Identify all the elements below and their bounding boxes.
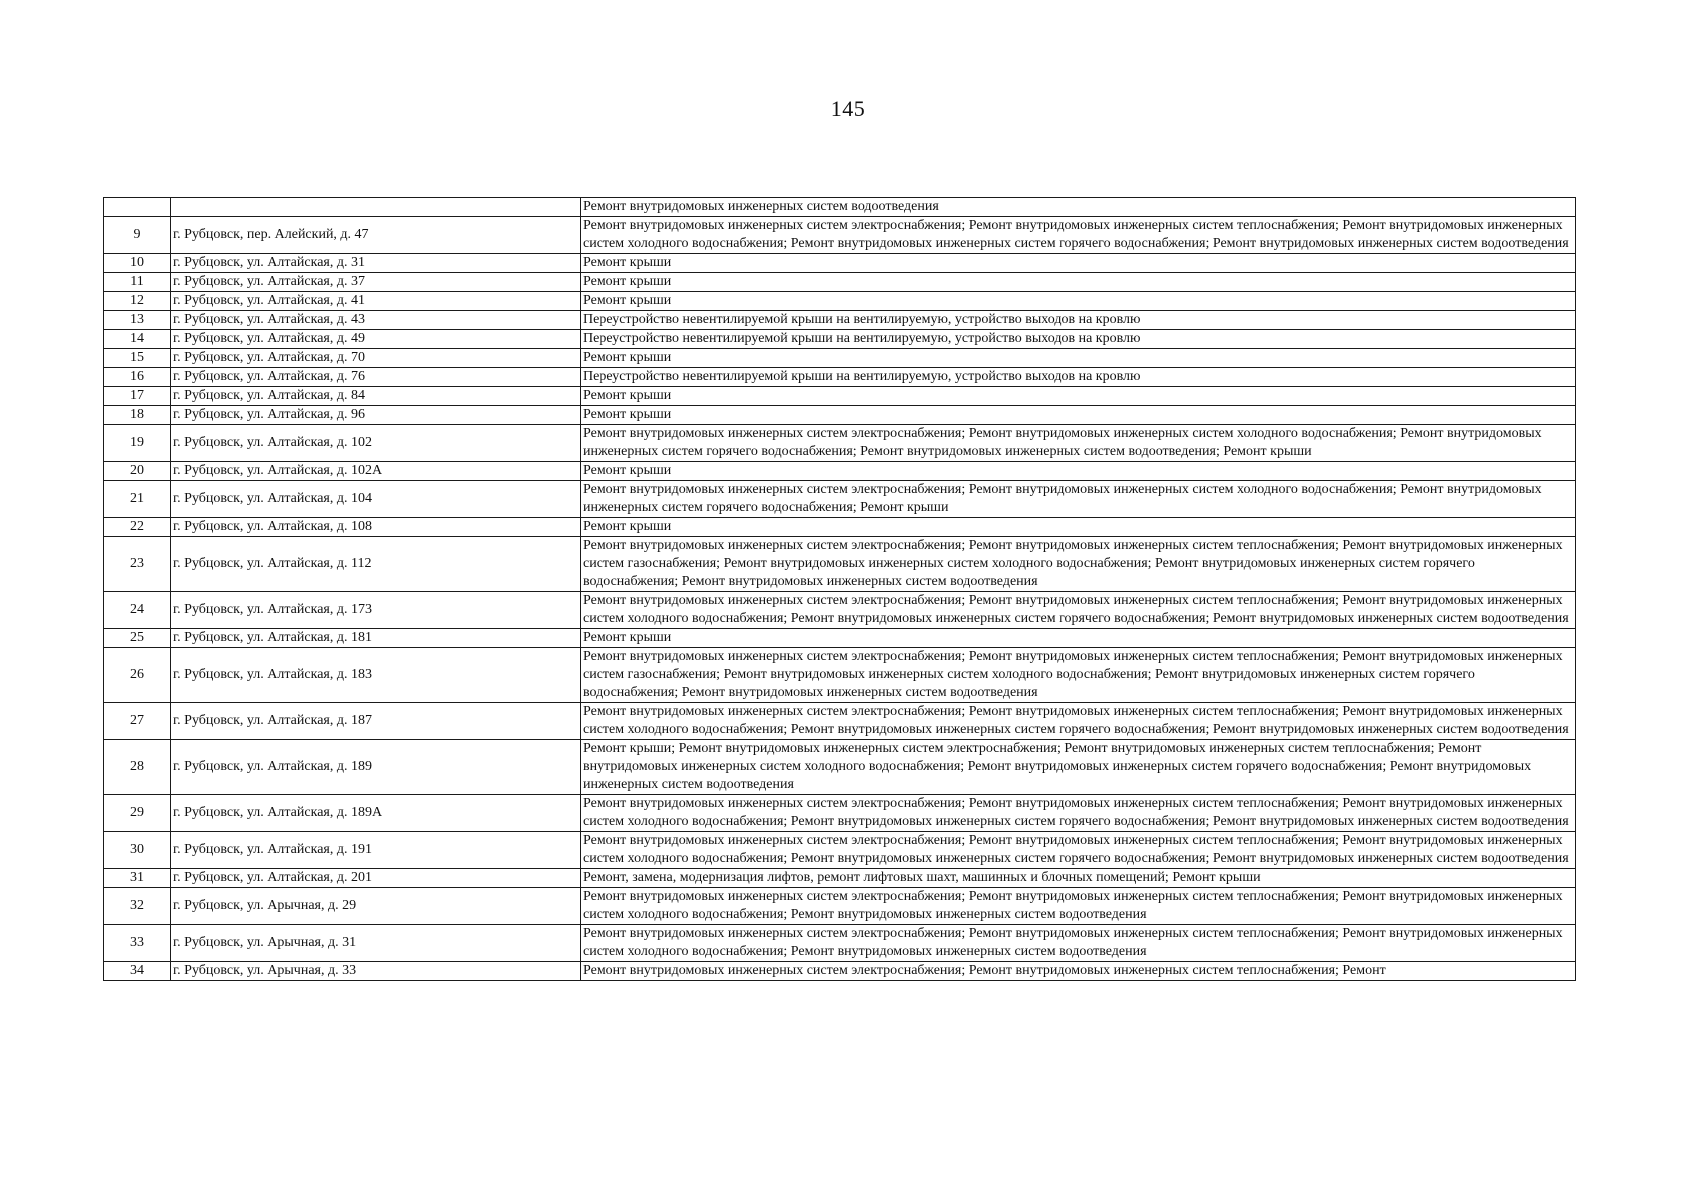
row-works: Ремонт внутридомовых инженерных систем водоотведения xyxy=(581,198,1576,217)
table-row xyxy=(104,217,1576,254)
table-row xyxy=(104,254,1576,273)
row-works: Ремонт внутридомовых инженерных систем электроснабжения; Ремонт внутридомовых инженерных систем теплоснабжения; Ремонт внутридомовых инженерных систем холодного водоснабжения; Ремонт внутридомовых инженерных систем горячего водоснабжения; Ремонт внутридомовых инженерных систем водоотведения xyxy=(581,703,1576,740)
table-row xyxy=(104,703,1576,740)
row-number xyxy=(104,198,171,217)
row-number: 13 xyxy=(104,311,171,330)
row-address: г. Рубцовск, пер. Алейский, д. 47 xyxy=(171,217,581,254)
table-row xyxy=(104,368,1576,387)
row-works: Ремонт крыши xyxy=(581,518,1576,537)
row-number: 24 xyxy=(104,592,171,629)
row-works: Ремонт крыши xyxy=(581,629,1576,648)
table-row xyxy=(104,481,1576,518)
table-row xyxy=(104,387,1576,406)
row-address: г. Рубцовск, ул. Алтайская, д. 102А xyxy=(171,462,581,481)
table-body xyxy=(104,198,1576,981)
row-works: Переустройство невентилируемой крыши на вентилируемую, устройство выходов на кровлю xyxy=(581,330,1576,349)
row-address: г. Рубцовск, ул. Алтайская, д. 183 xyxy=(171,648,581,703)
row-works: Ремонт крыши xyxy=(581,349,1576,368)
row-number: 16 xyxy=(104,368,171,387)
table-row xyxy=(104,740,1576,795)
row-address: г. Рубцовск, ул. Арычная, д. 29 xyxy=(171,888,581,925)
row-address: г. Рубцовск, ул. Алтайская, д. 104 xyxy=(171,481,581,518)
table-row xyxy=(104,592,1576,629)
row-number: 22 xyxy=(104,518,171,537)
row-number: 12 xyxy=(104,292,171,311)
row-number: 25 xyxy=(104,629,171,648)
table-row xyxy=(104,330,1576,349)
row-works: Ремонт внутридомовых инженерных систем электроснабжения; Ремонт внутридомовых инженерных систем холодного водоснабжения; Ремонт внутридомовых инженерных систем горячего водоснабжения; Ремонт крыши xyxy=(581,481,1576,518)
row-address: г. Рубцовск, ул. Алтайская, д. 189 xyxy=(171,740,581,795)
row-address: г. Рубцовск, ул. Алтайская, д. 181 xyxy=(171,629,581,648)
row-number: 33 xyxy=(104,925,171,962)
page-number: 145 xyxy=(830,96,866,121)
table-row xyxy=(104,648,1576,703)
row-number: 17 xyxy=(104,387,171,406)
row-address: г. Рубцовск, ул. Арычная, д. 33 xyxy=(171,962,581,981)
row-address: г. Рубцовск, ул. Алтайская, д. 191 xyxy=(171,832,581,869)
table-row xyxy=(104,832,1576,869)
row-address xyxy=(171,198,581,217)
row-number: 29 xyxy=(104,795,171,832)
row-address: г. Рубцовск, ул. Алтайская, д. 189А xyxy=(171,795,581,832)
row-works: Ремонт крыши xyxy=(581,462,1576,481)
row-address: г. Рубцовск, ул. Алтайская, д. 112 xyxy=(171,537,581,592)
row-works: Ремонт внутридомовых инженерных систем электроснабжения; Ремонт внутридомовых инженерных систем теплоснабжения; Ремонт внутридомовых инженерных систем газоснабжения; Ремонт внутридомовых инженерных систем холодного водоснабжения; Ремонт внутридомовых инженерных систем горячего водоснабжения; Ремонт внутридомовых инженерных систем водоотведения xyxy=(581,537,1576,592)
table-row xyxy=(104,198,1576,217)
row-address: г. Рубцовск, ул. Алтайская, д. 70 xyxy=(171,349,581,368)
row-works: Ремонт крыши xyxy=(581,292,1576,311)
row-number: 18 xyxy=(104,406,171,425)
row-works: Ремонт внутридомовых инженерных систем электроснабжения; Ремонт внутридомовых инженерных систем теплоснабжения; Ремонт внутридомовых инженерных систем холодного водоснабжения; Ремонт внутридомовых инженерных систем водоотведения xyxy=(581,888,1576,925)
table-row xyxy=(104,962,1576,981)
table-row xyxy=(104,349,1576,368)
row-works: Ремонт внутридомовых инженерных систем электроснабжения; Ремонт внутридомовых инженерных систем теплоснабжения; Ремонт внутридомовых инженерных систем холодного водоснабжения; Ремонт внутридомовых инженерных систем горячего водоснабжения; Ремонт внутридомовых инженерных систем водоотведения xyxy=(581,217,1576,254)
row-number: 20 xyxy=(104,462,171,481)
row-address: г. Рубцовск, ул. Алтайская, д. 84 xyxy=(171,387,581,406)
row-number: 15 xyxy=(104,349,171,368)
row-address: г. Рубцовск, ул. Алтайская, д. 96 xyxy=(171,406,581,425)
row-number: 28 xyxy=(104,740,171,795)
row-address: г. Рубцовск, ул. Алтайская, д. 43 xyxy=(171,311,581,330)
table-row xyxy=(104,425,1576,462)
table-row xyxy=(104,311,1576,330)
row-number: 11 xyxy=(104,273,171,292)
row-number: 23 xyxy=(104,537,171,592)
row-address: г. Рубцовск, ул. Алтайская, д. 76 xyxy=(171,368,581,387)
row-address: г. Рубцовск, ул. Алтайская, д. 102 xyxy=(171,425,581,462)
row-number: 14 xyxy=(104,330,171,349)
row-number: 21 xyxy=(104,481,171,518)
row-number: 10 xyxy=(104,254,171,273)
row-number: 32 xyxy=(104,888,171,925)
row-works: Ремонт внутридомовых инженерных систем электроснабжения; Ремонт внутридомовых инженерных систем теплоснабжения; Ремонт внутридомовых инженерных систем холодного водоснабжения; Ремонт внутридомовых инженерных систем водоотведения xyxy=(581,925,1576,962)
row-number: 26 xyxy=(104,648,171,703)
row-works: Ремонт внутридомовых инженерных систем электроснабжения; Ремонт внутридомовых инженерных систем теплоснабжения; Ремонт xyxy=(581,962,1576,981)
table-row xyxy=(104,406,1576,425)
row-address: г. Рубцовск, ул. Алтайская, д. 187 xyxy=(171,703,581,740)
row-works: Ремонт внутридомовых инженерных систем электроснабжения; Ремонт внутридомовых инженерных систем теплоснабжения; Ремонт внутридомовых инженерных систем газоснабжения; Ремонт внутридомовых инженерных систем холодного водоснабжения; Ремонт внутридомовых инженерных систем горячего водоснабжения; Ремонт внутридомовых инженерных систем водоотведения xyxy=(581,648,1576,703)
row-works: Ремонт внутридомовых инженерных систем электроснабжения; Ремонт внутридомовых инженерных систем теплоснабжения; Ремонт внутридомовых инженерных систем холодного водоснабжения; Ремонт внутридомовых инженерных систем горячего водоснабжения; Ремонт внутридомовых инженерных систем водоотведения xyxy=(581,592,1576,629)
table-row xyxy=(104,518,1576,537)
row-works: Ремонт, замена, модернизация лифтов, ремонт лифтовых шахт, машинных и блочных помещений; Ремонт крыши xyxy=(581,869,1576,888)
row-works: Ремонт крыши xyxy=(581,387,1576,406)
table-row xyxy=(104,925,1576,962)
table-row xyxy=(104,462,1576,481)
row-number: 31 xyxy=(104,869,171,888)
row-works: Ремонт крыши xyxy=(581,254,1576,273)
row-number: 30 xyxy=(104,832,171,869)
row-address: г. Рубцовск, ул. Алтайская, д. 108 xyxy=(171,518,581,537)
table-row xyxy=(104,292,1576,311)
row-number: 34 xyxy=(104,962,171,981)
row-address: г. Рубцовск, ул. Алтайская, д. 173 xyxy=(171,592,581,629)
row-works: Ремонт крыши xyxy=(581,406,1576,425)
table-row xyxy=(104,869,1576,888)
row-works: Ремонт внутридомовых инженерных систем электроснабжения; Ремонт внутридомовых инженерных систем холодного водоснабжения; Ремонт внутридомовых инженерных систем горячего водоснабжения; Ремонт внутридомовых инженерных систем водоотведения; Ремонт крыши xyxy=(581,425,1576,462)
row-works: Переустройство невентилируемой крыши на вентилируемую, устройство выходов на кровлю xyxy=(581,311,1576,330)
table-row xyxy=(104,537,1576,592)
row-works: Ремонт внутридомовых инженерных систем электроснабжения; Ремонт внутридомовых инженерных систем теплоснабжения; Ремонт внутридомовых инженерных систем холодного водоснабжения; Ремонт внутридомовых инженерных систем горячего водоснабжения; Ремонт внутридомовых инженерных систем водоотведения xyxy=(581,795,1576,832)
table-row xyxy=(104,629,1576,648)
row-works: Ремонт внутридомовых инженерных систем электроснабжения; Ремонт внутридомовых инженерных систем теплоснабжения; Ремонт внутридомовых инженерных систем холодного водоснабжения; Ремонт внутридомовых инженерных систем горячего водоснабжения; Ремонт внутридомовых инженерных систем водоотведения xyxy=(581,832,1576,869)
row-works: Ремонт крыши; Ремонт внутридомовых инженерных систем электроснабжения; Ремонт внутридомовых инженерных систем теплоснабжения; Ремонт внутридомовых инженерных систем холодного водоснабжения; Ремонт внутридомовых инженерных систем горячего водоснабжения; Ремонт внутридомовых инженерных систем водоотведения xyxy=(581,740,1576,795)
row-address: г. Рубцовск, ул. Алтайская, д. 37 xyxy=(171,273,581,292)
row-address: г. Рубцовск, ул. Алтайская, д. 41 xyxy=(171,292,581,311)
row-address: г. Рубцовск, ул. Арычная, д. 31 xyxy=(171,925,581,962)
row-works: Ремонт крыши xyxy=(581,273,1576,292)
table-row xyxy=(104,273,1576,292)
table-row xyxy=(104,888,1576,925)
row-number: 19 xyxy=(104,425,171,462)
row-number: 27 xyxy=(104,703,171,740)
row-number: 9 xyxy=(104,217,171,254)
row-works: Переустройство невентилируемой крыши на вентилируемую, устройство выходов на кровлю xyxy=(581,368,1576,387)
row-address: г. Рубцовск, ул. Алтайская, д. 201 xyxy=(171,869,581,888)
repair-works-table xyxy=(103,197,1576,981)
row-address: г. Рубцовск, ул. Алтайская, д. 31 xyxy=(171,254,581,273)
table-row xyxy=(104,795,1576,832)
row-address: г. Рубцовск, ул. Алтайская, д. 49 xyxy=(171,330,581,349)
